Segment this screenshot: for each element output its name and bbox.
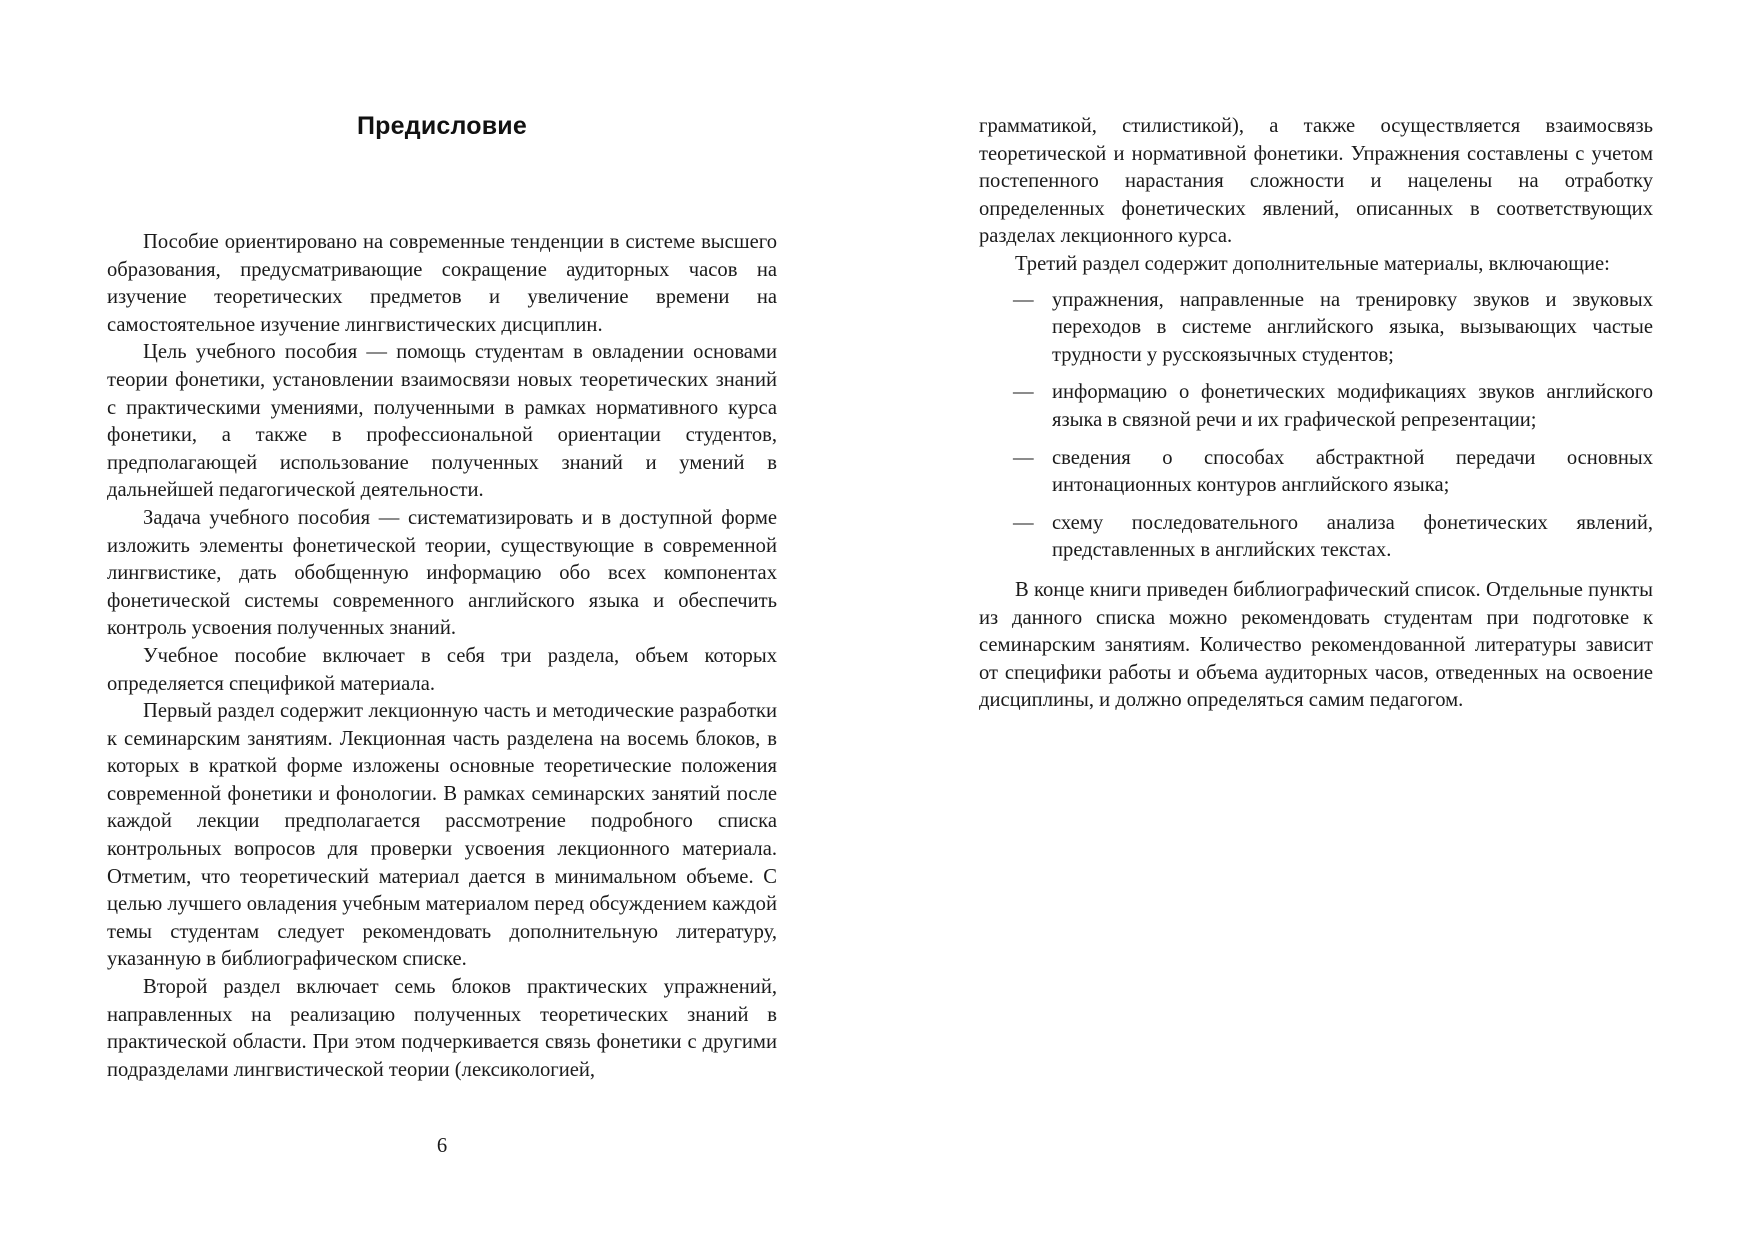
list-item: — упражнения, направленные на тренировку звуков и звуковых переходов в системе английского языка, вызывающих частые трудности у русскоязычных студентов; [1013, 288, 1653, 366]
paragraph-4: Учебное пособие включает в себя три раздела, объем которых определяется спецификой материала. [107, 644, 777, 695]
paragraph-6: Второй раздел включает семь блоков практических упражнений, направленных на реализацию полученных теоретических знаний в практической области. При этом подчеркивается связь фонетики с другими подразделами лингвистической теории (лексикологией, [107, 976, 777, 1081]
list-item: — сведения о способах абстрактной передачи основных интонационных контуров английского языка; [1013, 446, 1653, 497]
paragraph-5: Первый раздел содержит лекционную часть и методические разработки к семинарским занятиям. Лекционная часть разделена на восемь блоков, в которых в краткой форме изложены основные теоретические положения современной фонетики и фонологии. В рамках семинарских занятий после каждой лекции предполагается рассмотрение подробного списка контрольных вопросов для проверки усвоения лекционного материала. Отметим, что теоретический материал дается в минимальном объеме. С целью лучшего овладения учебным материалом перед обсуждением каждой темы студентам следует рекомендовать дополнительную литературу, указанную в библиографическом списке. [107, 700, 777, 971]
dash-marker: — [1013, 288, 1034, 311]
paragraph-third-section: Третий раздел содержит дополнительные материалы, включающие: [1015, 252, 1610, 275]
list-item: — схему последовательного анализа фонетических явлений, представленных в английских текстах. [1013, 511, 1653, 562]
dash-marker: — [1013, 446, 1034, 469]
dash-marker: — [1013, 511, 1034, 534]
paragraph-2: Цель учебного пособия — помощь студентам в овладении основами теории фонетики, установлении взаимосвязи новых теоретических знаний с практическими умениями, полученными в рамках нормативного курса фонетики, а также в профессиональной ориентации студентов, предполагающей использование полученных знаний и умений в дальнейшей педагогической деятельности. [107, 341, 777, 502]
dash-marker: — [1013, 381, 1034, 404]
materials-list [979, 287, 1653, 565]
page-number: 6 [436, 1135, 448, 1157]
paragraph-3: Задача учебного пособия — систематизировать и в доступной форме изложить элементы фонетической теории, существующие в современной лингвистике, дать обобщенную информацию обо всех компонентах фонетической системы современного английского языка и обеспечить контроль усвоения полученных знаний. [107, 506, 777, 640]
paragraph-1: Пособие ориентировано на современные тенденции в системе высшего образования, предусматривающие сокращение аудиторных часов на изучение теоретических предметов и увеличение времени на самостоятельное изучение лингвистических дисциплин. [107, 231, 777, 336]
left-page-body [107, 229, 777, 1084]
list-item: — информацию о фонетических модификациях звуков английского языка в связной речи и их графической репрезентации; [1013, 381, 1653, 431]
paragraph-continuation: грамматикой, стилистикой), а также осуществляется взаимосвязь теоретической и нормативной фонетики. Упражнения составлены с учетом постепенного нарастания сложности и нацелены на отработку определенных фонетических явлений, описанных в соответствующих разделах лекционного курса. [979, 115, 1653, 248]
page-heading: Предисловие [357, 112, 527, 140]
right-page-body [979, 113, 1653, 715]
paragraph-closing: В конце книги приведен библиографический список. Отдельные пункты из данного списка можно рекомендовать студентам при подготовке к семинарским занятиям. Количество рекомендованной литературы зависит от специфики работы и объема аудиторных часов, отведенных на освоение дисциплины, и должно определяться самим педагогом. [979, 578, 1653, 712]
